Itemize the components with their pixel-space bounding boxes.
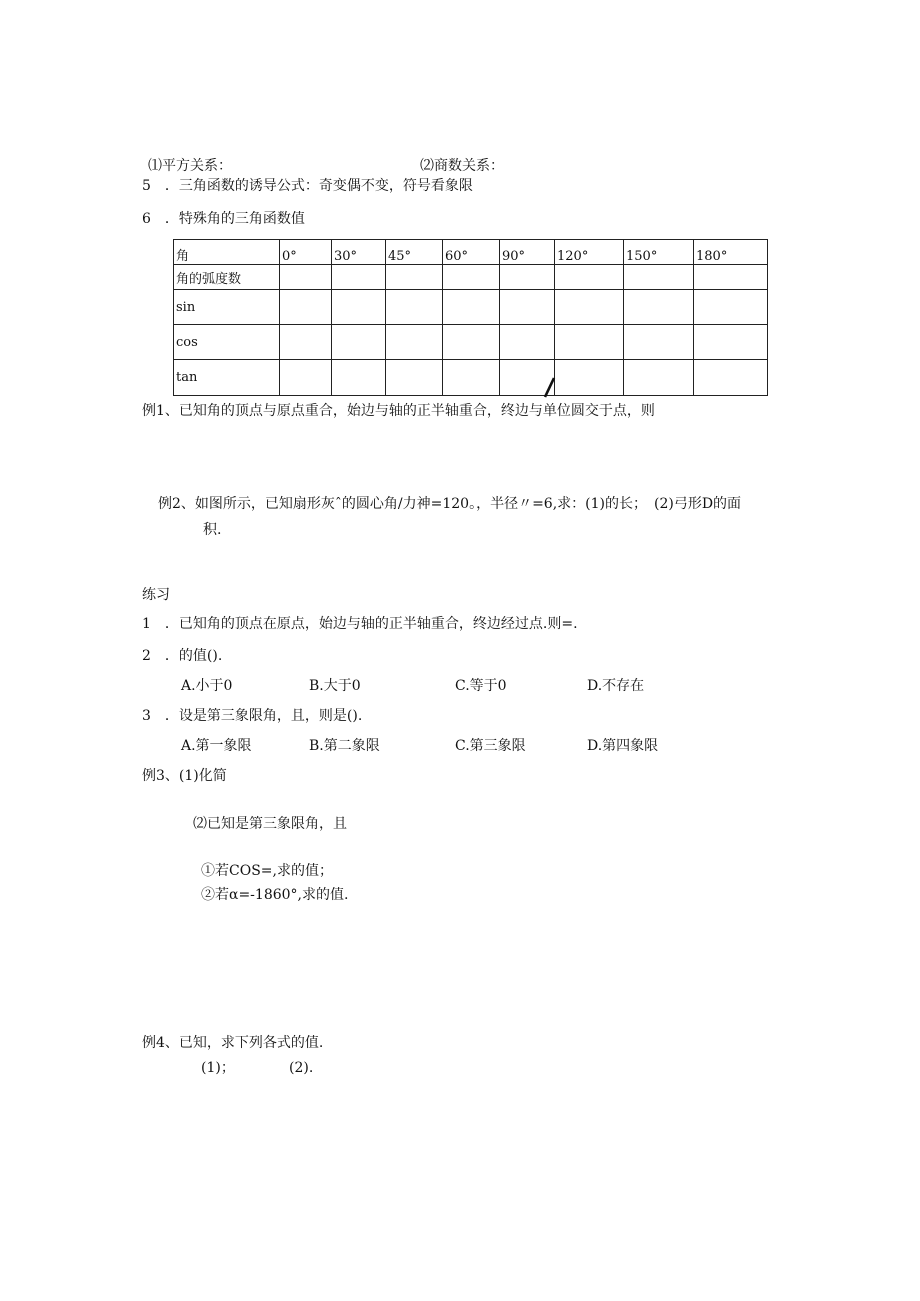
table-row [174, 325, 768, 360]
table-row [174, 265, 768, 290]
table-row [174, 290, 768, 325]
q2-option-d: D.不存在 [587, 678, 645, 694]
header-cell: 角 [174, 240, 280, 265]
header-cell: 150° [624, 240, 694, 265]
practice-question-1: 1 ．已知角的顶点在原点，始边与轴的正半轴重合，终边经过点.则=. [142, 616, 578, 632]
example-4-sub-2: (2). [289, 1060, 314, 1076]
example-3-sub-2: ②若α=-1860°,求的值. [201, 887, 349, 903]
section-5-induction-formula: 5 ．三角函数的诱导公式：奇变偶不变，符号看象限 [142, 178, 473, 194]
row-label: tan [174, 360, 280, 396]
example-3-part-1: 例3、(1)化简 [142, 768, 227, 784]
practice-title: 练习 [142, 587, 170, 603]
header-cell: 90° [500, 240, 555, 265]
q2-option-a: A.小于0 [181, 678, 233, 694]
square-relation: ⑴平方关系： [148, 158, 232, 174]
header-cell: 120° [555, 240, 624, 265]
section-6-special-angles: 6 ．特殊角的三角函数值 [142, 211, 305, 227]
example-2-line-2: 积. [203, 522, 222, 538]
table-header-row [174, 240, 768, 265]
q3-option-d: D.第四象限 [587, 738, 659, 754]
practice-question-2: 2 ．的值(). [142, 648, 223, 664]
q3-option-b: B.第二象限 [309, 738, 380, 754]
q2-option-b: B.大于0 [309, 678, 361, 694]
example-1: 例1、已知角的顶点与原点重合，始边与轴的正半轴重合，终边与单位圆交于点，则 [142, 403, 655, 419]
row-label: cos [174, 325, 280, 360]
example-2-line-1: 例2、如图所示，已知扇形灰ˆ的圆心角/力神=120。，半径〃=6,求：(1)的长； (2)弓形D的面 [158, 496, 742, 512]
header-cell: 60° [443, 240, 500, 265]
header-cell: 30° [332, 240, 386, 265]
header-cell: 45° [386, 240, 443, 265]
example-3-sub-1: ①若COS=,求的值； [201, 863, 333, 879]
q2-option-c: C.等于0 [455, 678, 507, 694]
header-cell: 180° [694, 240, 768, 265]
header-cell: 0° [280, 240, 332, 265]
row-label: 角的弧度数 [174, 265, 280, 290]
special-angle-table [173, 239, 768, 396]
row-label: sin [174, 290, 280, 325]
q3-option-a: A.第一象限 [181, 738, 252, 754]
q3-option-c: C.第三象限 [455, 738, 526, 754]
example-4-sub-1: (1)； [201, 1060, 235, 1076]
stray-slash-mark [543, 376, 557, 398]
table-row [174, 360, 768, 396]
quotient-relation: ⑵商数关系： [420, 158, 504, 174]
practice-question-3: 3 ．设是第三象限角，且，则是(). [142, 708, 363, 724]
example-4: 例4、已知，求下列各式的值. [142, 1035, 324, 1051]
example-3-part-2: ⑵已知是第三象限角，且 [193, 816, 347, 832]
